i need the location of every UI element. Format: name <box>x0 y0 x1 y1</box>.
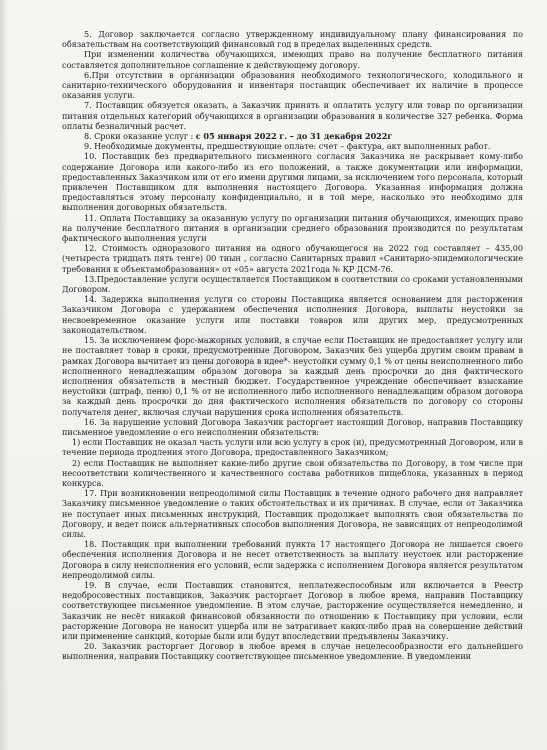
paragraph-text: 14. Задержка выполнения услуги со стороны Поставщика является основанием для расторжения Заказчиком Договора с удержанием обеспечения исполнения Договора, выплаты неустойки за несвоевременное оказание услуги или поставки товаров или других мер, предусмотренных законодательством. <box>62 294 523 335</box>
paragraph <box>62 29 523 49</box>
paragraph-text: 9. Необходимые документы, предшествующие оплате: счет – фактура, акт выполненных работ. <box>84 141 491 152</box>
paragraph <box>62 151 523 212</box>
paragraph-text: 12. Стоимость одноразового питания на одного обучающегося на 2022 год составляет – 435,00 (четыреста тридцать пять тенге) 00 тиын , согласно Санитарных правил «Санитарно-эпидемиологические требования к объектамобразования» от «05» августа 2021года № ҚР ДСМ-76. <box>62 243 523 274</box>
paragraph <box>62 539 523 580</box>
paragraph <box>62 49 523 69</box>
paragraph <box>62 580 523 641</box>
paragraph-text: 15. За исключением форс-мажорных условий, в случае если Поставщик не предоставляет услугу или не поставляет товар в сроки, предусмотренные Договором, Заказчик без ущерба другим своим правам в рамках Договора вычитает из цены договора в идее*- неустойки сумму 0,1 % от цены неисполненного либо исполненного ненадлежащим образом договора за каждый день просрочки до дня фактического исполнения обязательств в местный бюджет. Государственное учреждение обеспечивает взыскание неустойки (штраф, пеню) 0,1 % от не исполненного либо исполненного ненадлежащим образом договора за каждый день просрочки до дня фактического исполнения обязательств по договору со стороны получателя денег, включая случаи нарушения срока исполнения обязательств. <box>62 335 523 417</box>
paragraph-text: 16. За нарушение условий Договора Заказчик расторгает настоящий Договор, направив Поставщику письменное уведомление о его неисполнении обязательств: <box>62 416 523 437</box>
paragraph-text: 20. Заказчик расторгает Договор в любое время в случае нецелесообразности его дальнейшего выполнения, направив Поставщику соответствующее письменное уведомление. В уведомлении <box>62 641 523 662</box>
paragraph <box>62 243 523 274</box>
paragraph-text: 5. Договор заключается согласно утвержденному индивидуальному плану финансирования по обязательствам на соответствующий финансовый год в пределах выделенных средств. <box>62 29 523 50</box>
paragraph-text: 11. Оплата Поставщику за оказанную услугу по организации питания обучающихся, имеющих право на получение бесплатного питания в организации среднего образования производится по результатам фактического выполнения услуги <box>62 212 523 244</box>
paragraph-text: 19. В случае, если Поставщик становится, неплатежеспособным или включается в Реестр недобросовестных поставщиков, Заказчик расторгает Договор в любое время, направив Поставщику соответствующее письменное уведомление. В этом случае, расторжение осуществляется немедленно, и Заказчик не несёт никакой финансовой обязанности по отношению к Поставщику при условии, если расторжение Договора не наносит ущерба или не затрагивает каких-либо прав на совершение действий или применение санкций, которые были или будут впоследствии предъявлены Заказчику. <box>62 579 523 641</box>
paragraph <box>62 641 523 661</box>
service-dates: с 05 января 2022 г. – до 31 декабря 2022г <box>195 131 393 142</box>
contract-text <box>62 29 523 662</box>
paragraph-text: 7. Поставщик обязуется оказать, а Заказчик принять и оплатить услугу или товар по организации питания отдельных категорий обучающихся в организации образования в количестве 327 ребенка. Форма оплаты безналичный расчет. <box>62 100 523 131</box>
faint-stamp-mark <box>180 330 290 370</box>
paragraph-text: 13.Предоставление услуги осуществляется Поставщиком в соответствии со сроками установленными Договором. <box>62 273 523 295</box>
paragraph-text: 1) если Поставщик не оказал часть услуги или всю услугу в срок (и), предусмотренный Договором, или в течение периода продления этого Договора, предоставленного Заказчиком; <box>62 437 523 458</box>
paragraph <box>62 335 523 417</box>
paragraph <box>62 417 523 437</box>
paragraph <box>62 100 523 131</box>
paragraph-text: 10. Поставщик без предварительного письменного согласия Заказчика не раскрывает кому-либо содержание Договора или какого-либо из его положений, а также документации или информации, предоставленных Заказчиком или от его имени другими лицами, за исключением того персонала, который привлечен Поставщиком для выполнения настоящего Договора. Указанная информация должна предоставляться этому персоналу конфиденциально, и в той мере, насколько это необходимо для выполнения договорных обязательств. <box>62 151 523 213</box>
paragraph-text: 2) если Поставщик не выполняет какие-либо другие свои обязательства по Договору, в том числе при несоответствии количественного и качественного состава работников пищеблока, указанных в период конкурса. <box>62 457 523 488</box>
paragraph <box>62 458 523 489</box>
paragraph <box>62 488 523 539</box>
paragraph <box>62 131 523 141</box>
paragraph-text: 8. Сроки оказание услуг : <box>84 131 194 142</box>
paragraph-text: 17. При возникновении непреодолимой силы Поставщик в течение одного рабочего дня направляет Заказчику письменное уведомление о таких обстоятельствах и их причинах. В случае, если от Заказчика не поступает иных письменных инструкций, Поставщик продолжает выполнять свои обязательства по Договору, и ведет поиск альтернативных способов выполнения Договора, не зависящих от непреодолимой силы. <box>62 488 523 539</box>
paragraph <box>62 294 523 335</box>
paragraph <box>62 437 523 457</box>
paragraph-text: 6.При отсутствии в организации образования необходимого технологического, холодильного и санитарно-технического оборудования и инвентаря поставщик обеспечивает их наличие в процессе оказания услуги. <box>62 69 523 101</box>
paragraph-text: При изменении количества обучающихся, имеющих право на получение бесплатного питания составляется дополнительное соглашение к действующему договору. <box>62 49 523 70</box>
paragraph <box>62 70 523 101</box>
paragraph <box>62 141 523 151</box>
paragraph <box>62 213 523 244</box>
paragraph-text: 18. Поставщик при выполнении требований пункта 17 настоящего Договора не лишается своего обеспечения исполнения Договора и не несет ответственность за выплату неустоек или расторжение Договора в силу неисполнения его условий, если задержка с исполнением Договора является результатом непреодолимой силы. <box>62 539 523 580</box>
paragraph <box>62 274 523 294</box>
